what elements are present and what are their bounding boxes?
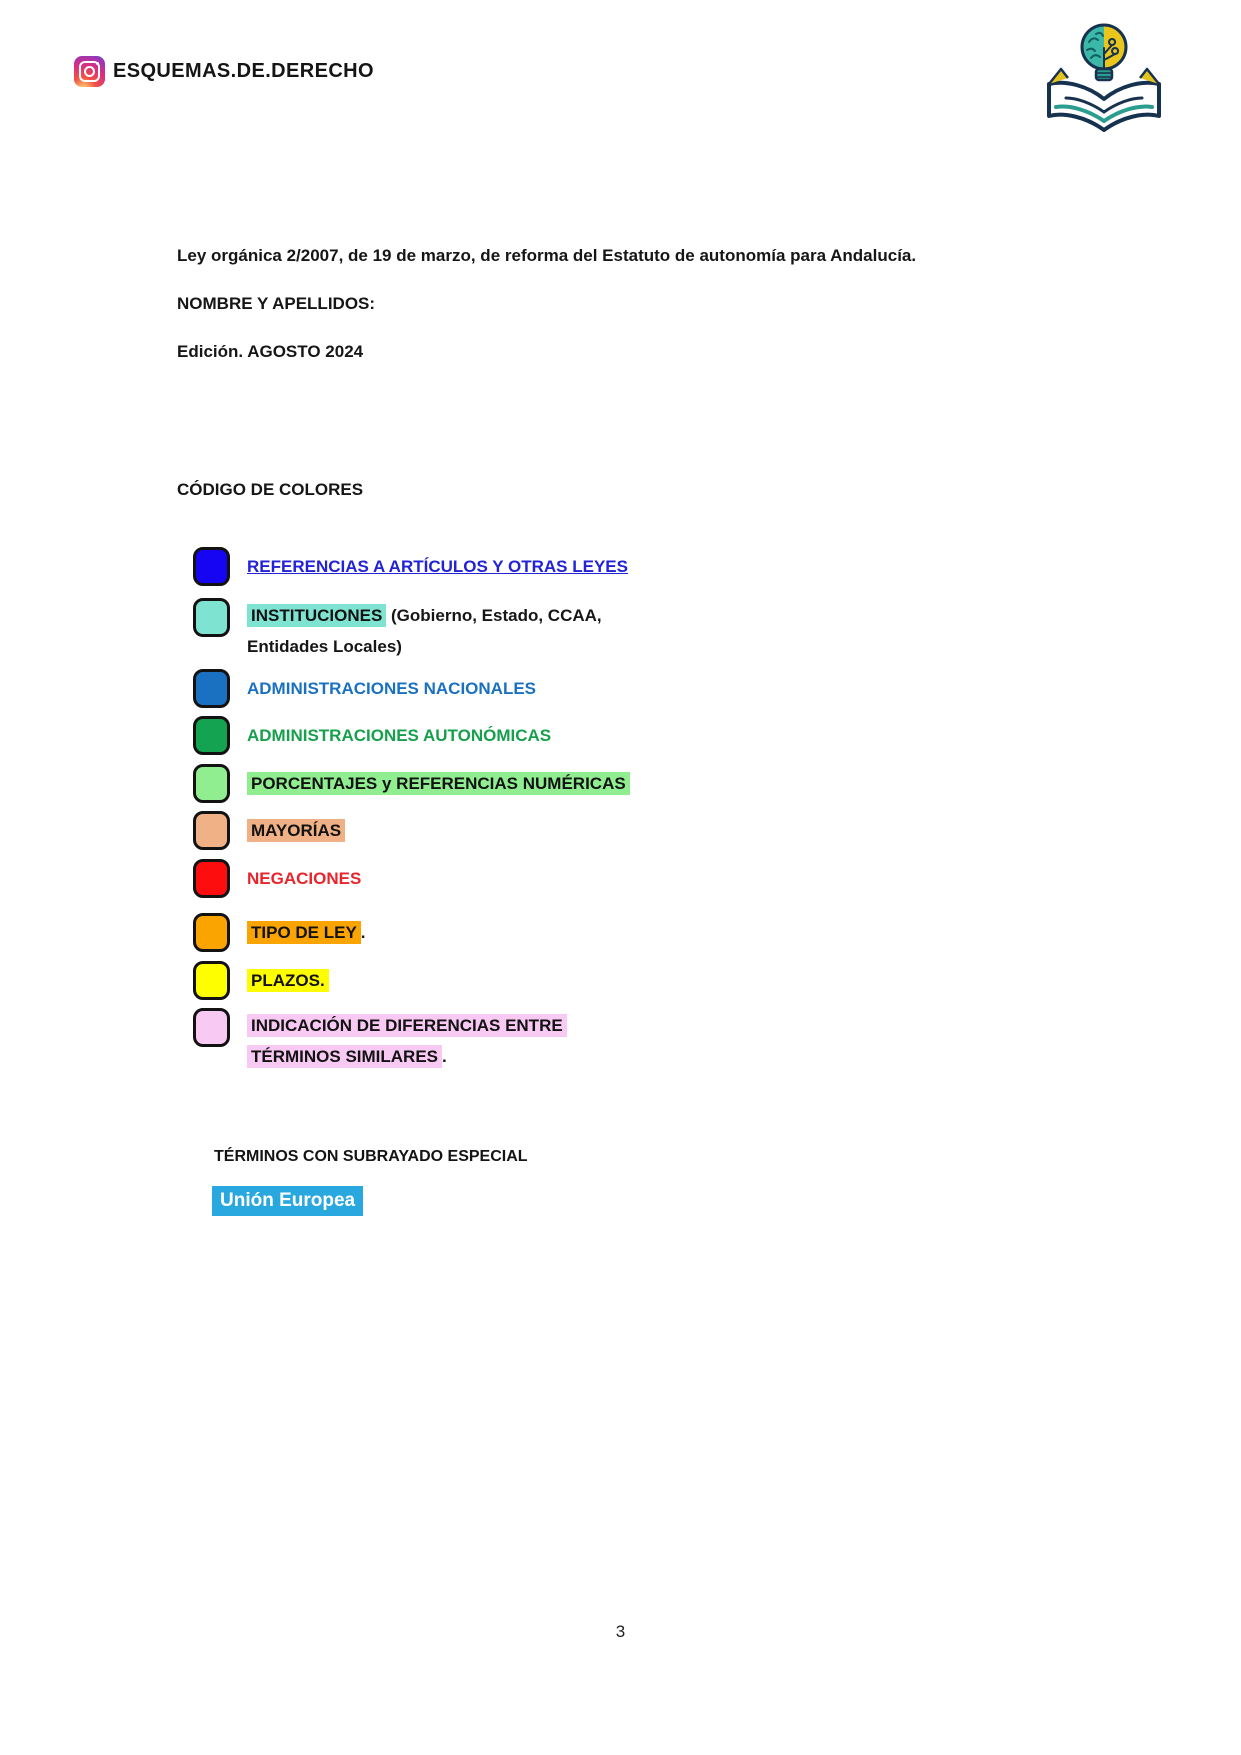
legend-row-mayorias [193,811,345,850]
referencias-link[interactable]: REFERENCIAS A ARTÍCULOS Y OTRAS LEYES [247,557,628,576]
highlighted-term: INSTITUCIONES [247,604,386,627]
legend-row-instituciones [193,598,667,662]
edition-line: Edición. AGOSTO 2024 [177,342,364,361]
legend-label [247,1008,567,1072]
legend-label [247,598,667,662]
legend-label-plain: (Gobierno, Estado, CCAA, Entidades Locales) [247,606,602,656]
color-swatch [193,598,230,637]
legend-label [247,764,630,796]
color-swatch [193,961,230,1000]
color-swatch [193,1008,230,1047]
legend-label-plain: . [360,923,366,942]
color-swatch [193,913,230,952]
brain-lightbulb-book-logo-icon [1042,18,1166,138]
legend-row-adm-nacionales [193,669,536,708]
color-legend [193,547,893,1107]
instagram-handle: ESQUEMAS.DE.DERECHO [113,60,374,82]
color-code-heading: CÓDIGO DE COLORES [177,480,364,499]
color-swatch [193,811,230,850]
legend-label: ADMINISTRACIONES NACIONALES [247,679,537,698]
legend-row-tipo-de-ley [193,913,366,952]
color-swatch [193,859,230,898]
legend-label-plain: . [442,1047,447,1066]
special-terms-heading: TÉRMINOS CON SUBRAYADO ESPECIAL [214,1148,528,1165]
legend-label [247,913,366,945]
highlighted-term: TÉRMINOS SIMILARES [247,1045,442,1068]
highlighted-term: PORCENTAJES y REFERENCIAS NUMÉRICAS [247,772,630,795]
camera-lens-icon [84,66,95,77]
color-swatch [193,764,230,803]
name-line: NOMBRE Y APELLIDOS: [177,294,376,313]
legend-label [247,961,329,993]
legend-row-adm-autonomicas [193,716,551,755]
highlighted-term: PLAZOS. [247,969,329,992]
color-swatch [193,669,230,708]
legend-label [247,811,345,843]
legend-label: NEGACIONES [247,869,362,888]
legend-row-referencias [193,547,628,586]
legend-row-porcentajes [193,764,630,803]
document-title: Ley orgánica 2/2007, de 19 de marzo, de reforma del Estatuto de autonomía para Andalucía. [177,246,917,265]
page-number: 3 [615,1622,626,1641]
color-swatch [193,547,230,586]
special-term-union-europea: Unión Europea [212,1186,363,1216]
legend-row-negaciones [193,859,361,898]
legend-row-plazos [193,961,329,1000]
highlighted-term: TIPO DE LEY [247,921,361,944]
legend-label: ADMINISTRACIONES AUTONÓMICAS [247,726,552,745]
camera-flash-icon [96,62,99,65]
legend-row-indicacion [193,1008,567,1072]
color-swatch [193,716,230,755]
highlighted-term: INDICACIÓN DE DIFERENCIAS ENTRE [247,1014,567,1037]
highlighted-term: MAYORÍAS [247,819,345,842]
instagram-icon [74,56,105,87]
